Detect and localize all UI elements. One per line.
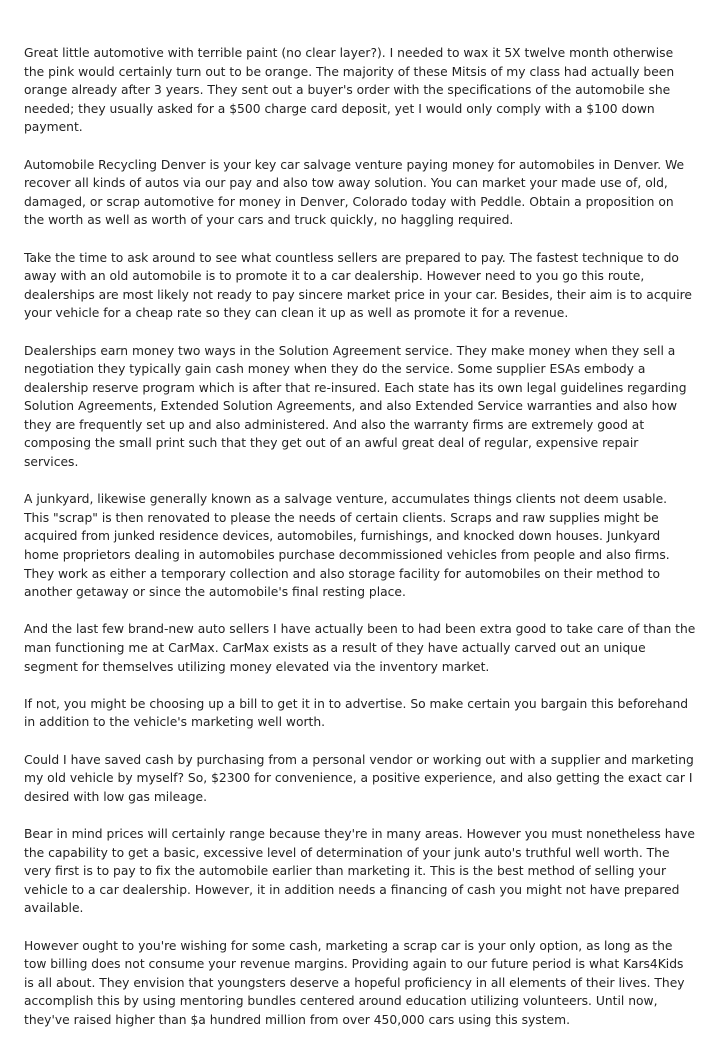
paragraph-2: Automobile Recycling Denver is your key car salvage venture paying money for automobiles in Denver. We recover all kinds of autos via our pay and also tow away solution. You can market your made use of, old, damaged, or scrap automotive for money in Denver, Colorado today with Peddle. Obtain a proposition on the worth as well as worth of your cars and truck quickly, no haggling required. bbox=[24, 157, 685, 228]
paragraph-4: Dealerships earn money two ways in the Solution Agreement service. They make money when they sell a negotiation they typically gain cash money when they do the service. Some supplier ESAs embody a dealership reserve program which is after that re-insured. Each state has its own legal guidelines regarding Solution Agreements, Extended Solution Agreements, and also Extended Service warranties and also how they are frequently set up and also administered. And also the warranty firms are extremely good at composing the small print such that they get out of an awful great deal of regular, expensive repair services. bbox=[24, 343, 687, 470]
paragraph-8: Could I have saved cash by purchasing from a personal vendor or working out with a supplier and marketing my old vehicle by myself? So, $2300 for convenience, a positive experience, and also getting the exact car I desired with low gas mileage. bbox=[24, 752, 694, 804]
document-body bbox=[24, 44, 696, 1048]
paragraph-5: A junkyard, likewise generally known as a salvage venture, accumulates things clients not deem usable. This "scrap" is then renovated to please the needs of certain clients. Scraps and raw supplies might be acquired from junked residence devices, automobiles, furnishings, and knocked down houses. Junkyard home proprietors dealing in automobiles purchase decommissioned vehicles from people and also firms. They work as either a temporary collection and also storage facility for automobiles on their method to another getaway or since the automobile's final resting place. bbox=[24, 492, 670, 600]
paragraph-3: Take the time to ask around to see what countless sellers are prepared to pay. The fastest technique to do away with an old automobile is to promote it to a car dealership. However need to you go this route, dealerships are most likely not ready to pay sincere market price in your car. Besides, their aim is to acquire your vehicle for a cheap rate so they can clean it up as well as promote it for a revenue. bbox=[24, 250, 692, 321]
paragraph-6: And the last few brand-new auto sellers I have actually been to had been extra good to take care of than the man functioning me at CarMax. CarMax exists as a result of they have actually carved out an unique segment for themselves utilizing money elevated via the inventory market. bbox=[24, 622, 696, 674]
paragraph-10: However ought to you're wishing for some cash, marketing a scrap car is your only option, as long as the tow billing does not consume your revenue margins. Providing again to our future period is what Kars4Kids is all about. They envision that youngsters deserve a hopeful proficiency in all elements of their lives. They accomplish this by using mentoring bundles centered around education utilizing volunteers. Until now, they've raised higher than $a hundred million from over 450,000 cars using this system. bbox=[24, 938, 685, 1027]
paragraph-7: If not, you might be choosing up a bill to get it in to advertise. So make certain you bargain this beforehand in addition to the vehicle's marketing well worth. bbox=[24, 696, 689, 730]
paragraph-1: Great little automotive with terrible paint (no clear layer?). I needed to wax it 5X twelve month otherwise the pink would certainly turn out to be orange. The majority of these Mitsis of my class had actually been orange already after 3 years. They sent out a buyer's order with the specifications of the automobile she needed; they usually asked for a $500 charge card deposit, yet I would only comply with a $100 down payment. bbox=[24, 46, 675, 135]
paragraph-9: Bear in mind prices will certainly range because they're in many areas. However you must nonetheless have the capability to get a basic, excessive level of determination of your junk auto's truthful well worth. The very first is to pay to fix the automobile earlier than marketing it. This is the best method of selling your vehicle to a car dealership. However, it in addition needs a financing of cash you might not have prepared available. bbox=[24, 826, 695, 916]
